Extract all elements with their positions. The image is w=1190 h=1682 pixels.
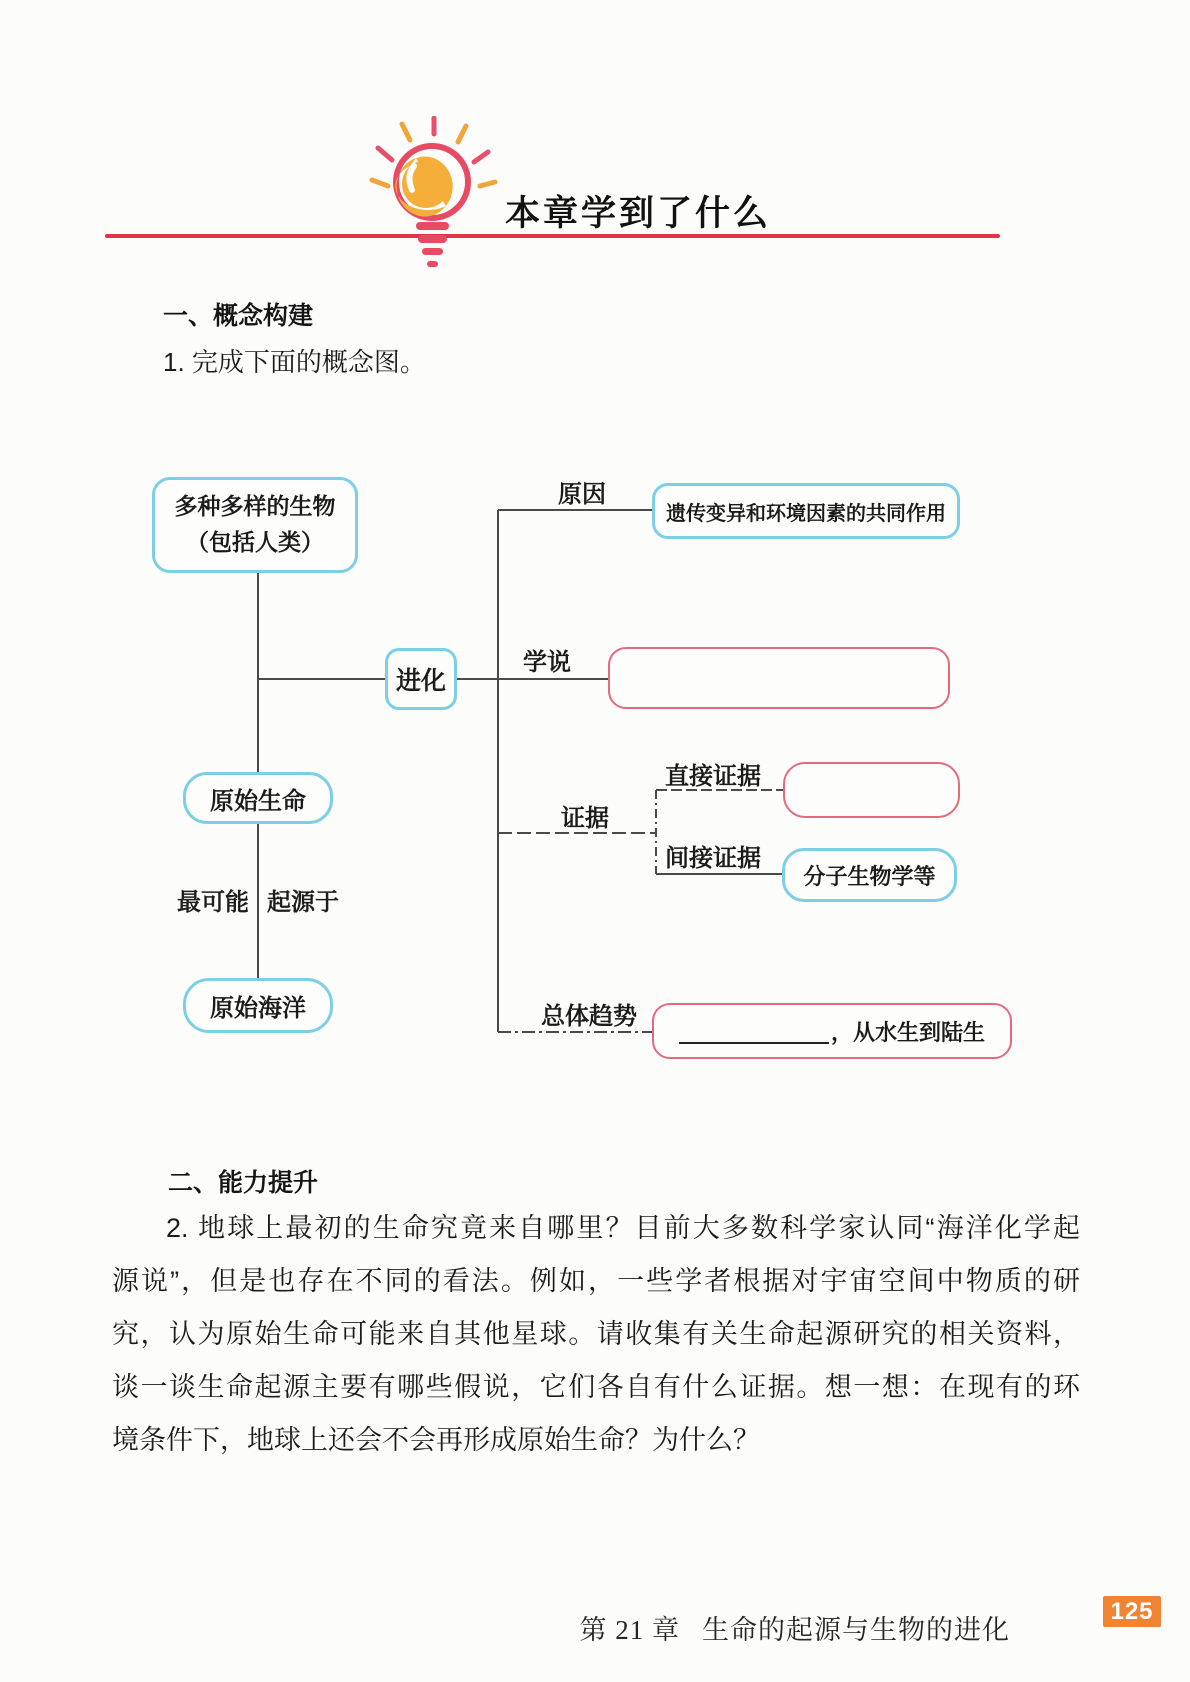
page-number-badge: 125 bbox=[1103, 1596, 1161, 1627]
section2-heading: 二、能力提升 bbox=[168, 1169, 319, 1197]
node-primitive-ocean: 原始海洋 bbox=[183, 978, 333, 1033]
node-theory-answer-blank bbox=[608, 647, 950, 709]
paragraph-line: 境条件下，地球上还会不会再形成原始生命？为什么？ bbox=[112, 1425, 760, 1455]
branch-label-cause: 原因 bbox=[558, 481, 606, 508]
paragraph-line: 谈一谈生命起源主要有哪些假说，它们各自有什么证据。想一想：在现有的环 bbox=[112, 1372, 1080, 1402]
section1-instruction: 1. 完成下面的概念图。 bbox=[163, 347, 426, 377]
branch-label-trend: 总体趋势 bbox=[541, 1003, 637, 1030]
footer-running-title bbox=[560, 1608, 1010, 1647]
section1-heading: 一、概念构建 bbox=[163, 302, 314, 330]
node-direct-evidence-answer-blank bbox=[783, 762, 960, 818]
node-indirect-evidence-answer: 分子生物学等 bbox=[782, 848, 957, 902]
page-title: 本章学到了什么 bbox=[505, 194, 772, 233]
lightbulb-icon bbox=[368, 116, 498, 272]
section2-paragraph bbox=[112, 1202, 1080, 1467]
node-diverse-organisms-line2: （包括人类） bbox=[186, 529, 324, 555]
answer-blank-line bbox=[679, 1018, 829, 1044]
node-evolution: 进化 bbox=[385, 648, 457, 710]
branch-label-direct-evidence: 直接证据 bbox=[665, 763, 761, 790]
branch-label-evidence: 证据 bbox=[561, 805, 609, 832]
paragraph-line: 源说”，但是也存在不同的看法。例如，一些学者根据对宇宙空间中物质的研 bbox=[112, 1266, 1080, 1296]
edge-label-originated-from bbox=[138, 882, 378, 917]
edge-label-most-likely: 最可能 bbox=[177, 889, 249, 916]
node-trend-text: ，从水生到陆生 bbox=[830, 1019, 985, 1045]
branch-label-theory: 学说 bbox=[523, 649, 571, 676]
footer-chapter-title: 生命的起源与生物的进化 bbox=[702, 1615, 1010, 1645]
edge-label-origin: 起源于 bbox=[267, 889, 339, 916]
node-cause-answer: 遗传变异和环境因素的共同作用 bbox=[652, 483, 960, 539]
paragraph-line: 究，认为原始生命可能来自其他星球。请收集有关生命起源研究的相关资料， bbox=[112, 1319, 1080, 1349]
footer-chapter-number: 第 21 章 bbox=[579, 1615, 680, 1645]
node-primitive-life: 原始生命 bbox=[183, 772, 333, 824]
concept-map bbox=[100, 430, 1080, 1090]
node-diverse-organisms-line1: 多种多样的生物 bbox=[174, 493, 336, 520]
node-trend-answer bbox=[652, 1003, 1012, 1059]
paragraph-line: 2. 地球上最初的生命究竟来自哪里？目前大多数科学家认同“海洋化学起 bbox=[166, 1213, 1080, 1243]
node-diverse-organisms bbox=[152, 477, 358, 573]
branch-label-indirect-evidence: 间接证据 bbox=[665, 845, 761, 872]
